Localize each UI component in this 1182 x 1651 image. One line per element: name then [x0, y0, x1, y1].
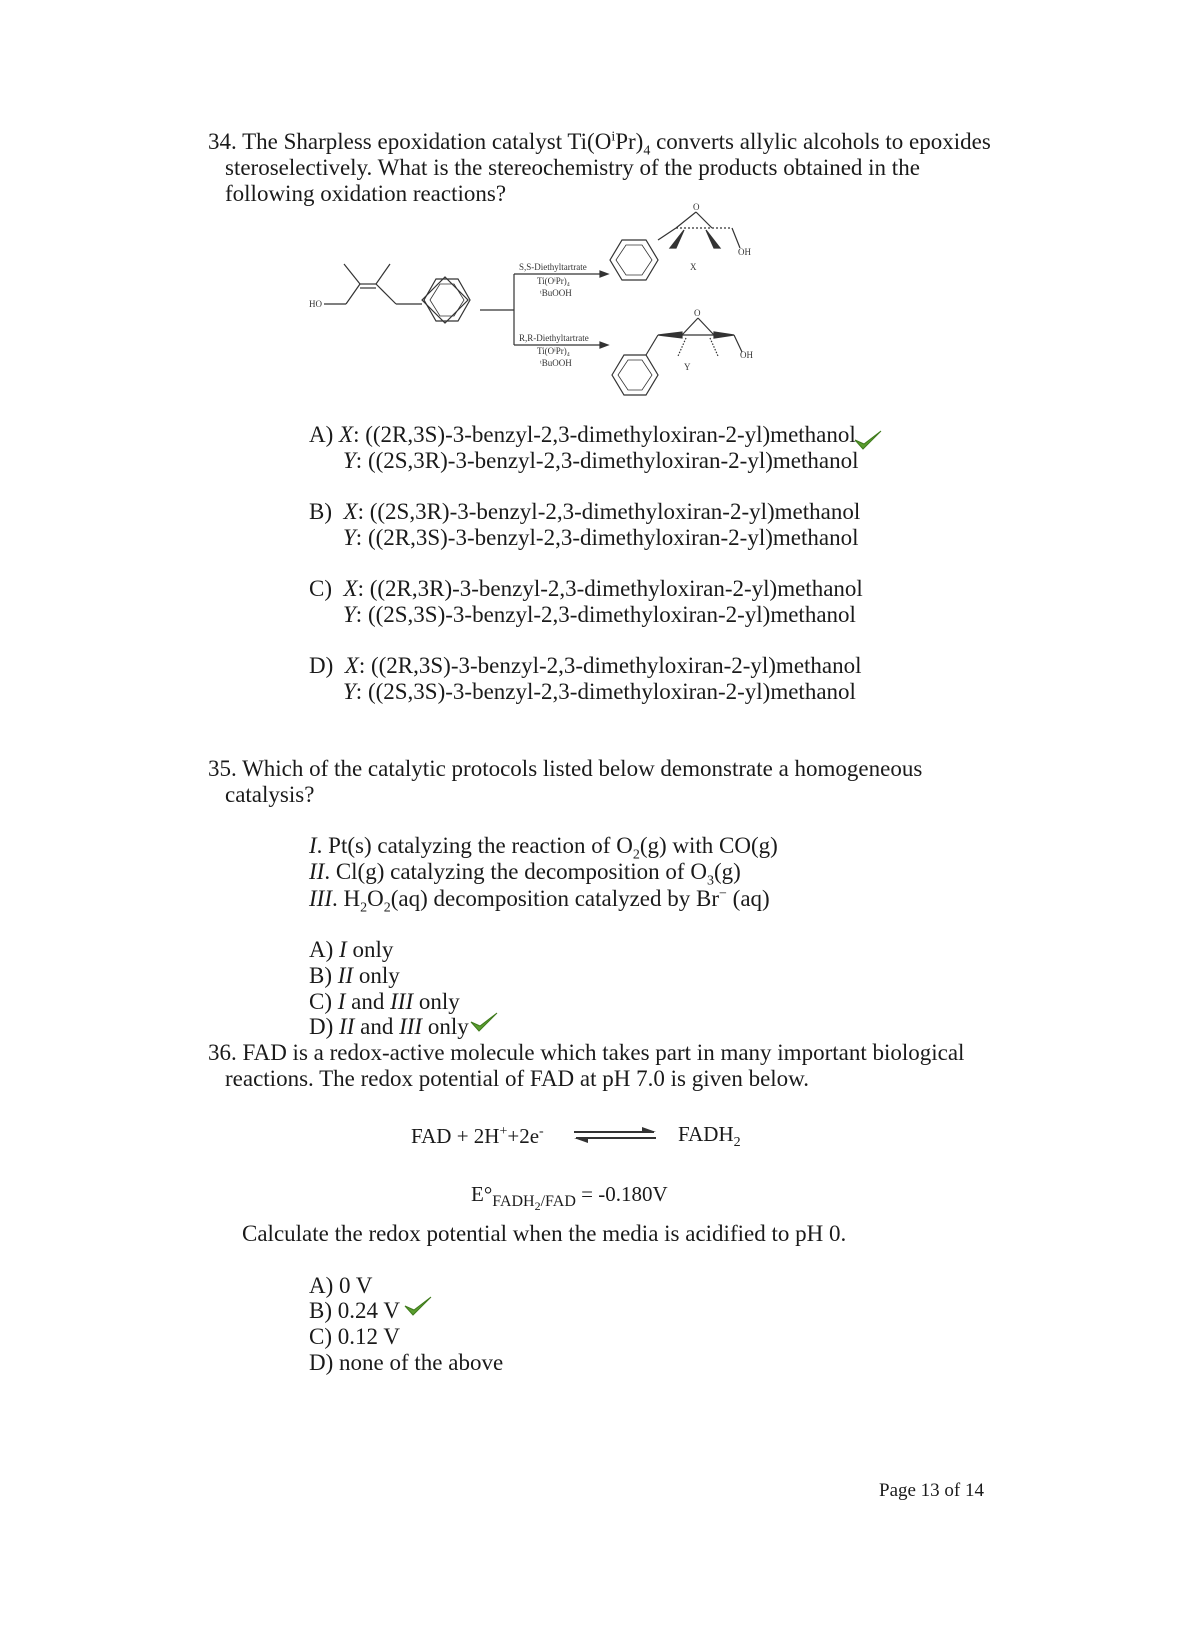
statement-sub: 2 — [632, 847, 640, 863]
q36-option-a[interactable]: A) 0 V — [309, 1273, 373, 1298]
q34-option-d[interactable]: D) X: ((2R,3S)-3-benzyl-2,3-dimethyloxiran-2-yl)methanol — [309, 653, 862, 678]
eq-text: +2e — [507, 1124, 540, 1148]
q35-option-a[interactable] — [309, 936, 393, 963]
pot-sub: FADH — [492, 1193, 535, 1211]
option-letter: D) — [309, 1014, 340, 1039]
option-numeral: III — [390, 989, 414, 1014]
pot-e: E° — [471, 1182, 493, 1206]
option-text: and — [354, 1014, 400, 1039]
option-letter: C) — [309, 576, 332, 601]
option-x-text: ((2R,3S)-3-benzyl-2,3-dimethyloxiran-2-yl)methanol — [365, 422, 856, 447]
option-y-text: ((2S,3S)-3-benzyl-2,3-dimethyloxiran-2-yl)methanol — [367, 679, 856, 704]
statement-text: (g) — [713, 859, 741, 884]
q36-option-d[interactable]: D) none of the above — [309, 1350, 504, 1375]
q35-statement-1 — [309, 832, 778, 863]
option-numeral: II — [337, 963, 354, 988]
q34-sup: i — [611, 129, 616, 145]
q34-option-a-y: Y: ((2S,3R)-3-benzyl-2,3-dimethyloxiran-2-yl)methanol — [343, 448, 859, 473]
q34-option-c[interactable]: C) X: ((2R,3R)-3-benzyl-2,3-dimethyloxiran-2-yl)methanol — [309, 576, 863, 601]
statement-text: . Pt(s) catalyzing the reaction of O — [316, 833, 633, 858]
statement-text: . Cl(g) catalyzing the decomposition of O — [324, 859, 707, 884]
option-x-text: ((2S,3R)-3-benzyl-2,3-dimethyloxiran-2-yl)methanol — [369, 499, 861, 524]
y-label: Y — [343, 448, 356, 473]
scheme-o-top: O — [693, 202, 700, 212]
q35-option-b[interactable] — [309, 962, 400, 989]
y-label: Y — [343, 602, 356, 627]
page-number: Page 13 of 14 — [879, 1480, 985, 1501]
x-label: X — [344, 653, 359, 678]
x-label: X — [339, 422, 354, 447]
sharpless-scheme — [300, 200, 770, 405]
checkmark-icon — [403, 1294, 433, 1318]
q36-option-b[interactable]: B) 0.24 V — [309, 1298, 400, 1323]
option-letter: C) — [309, 989, 338, 1014]
option-numeral: III — [399, 1014, 423, 1039]
x-label: X — [343, 499, 358, 524]
scheme-bot-reagent3: ᵗBuOOH — [540, 358, 572, 368]
option-x-text: ((2R,3R)-3-benzyl-2,3-dimethyloxiran-2-yl)methanol — [369, 576, 863, 601]
option-x-text: ((2R,3S)-3-benzyl-2,3-dimethyloxiran-2-yl)methanol — [370, 653, 862, 678]
q34-line3: following oxidation reactions? — [225, 181, 507, 206]
option-letter: D) — [309, 653, 334, 678]
option-text: only — [413, 989, 460, 1014]
x-label: X — [343, 576, 358, 601]
statement-sub: 2 — [383, 900, 391, 916]
q34-text-a: 34. The Sharpless epoxidation catalyst Ti(O — [208, 129, 612, 154]
q34-line1 — [208, 128, 991, 159]
option-letter: B) — [309, 499, 332, 524]
pot-value: = -0.180V — [575, 1182, 668, 1206]
scheme-oh-bot: OH — [740, 350, 753, 360]
eq-text: FAD + 2H — [411, 1124, 500, 1148]
pot-sub-2: 2 — [534, 1199, 541, 1214]
q35-statement-2 — [309, 858, 741, 889]
q34-text-c: converts allylic alcohols to epoxides — [650, 129, 991, 154]
scheme-bot-reagent2: Ti(OⁱPr)₄ — [537, 346, 570, 356]
q35-statement-3 — [309, 885, 770, 916]
statement-num: III — [309, 886, 332, 911]
option-letter: B) — [309, 963, 338, 988]
statement-text: . H — [331, 886, 361, 911]
q35-line2: catalysis? — [225, 782, 315, 807]
statement-num: I — [309, 833, 317, 858]
pot-sub: /FAD — [540, 1193, 576, 1211]
option-numeral: I — [337, 989, 346, 1014]
y-label: Y — [343, 525, 356, 550]
scheme-top-reagent1: S,S-Diethyltartrate — [519, 262, 587, 272]
q34-sub: 4 — [643, 143, 651, 159]
scheme-top-reagent2: Ti(OⁱPr)₄ — [537, 276, 570, 286]
q35-line1: 35. Which of the catalytic protocols listed below demonstrate a homogeneous — [208, 756, 923, 781]
q34-line2: steroselectively. What is the stereochemistry of the products obtained in the — [225, 155, 920, 180]
q34-option-b-y: Y: ((2R,3S)-3-benzyl-2,3-dimethyloxiran-2-yl)methanol — [343, 525, 859, 550]
statement-num: II — [309, 859, 325, 884]
option-numeral: I — [339, 937, 347, 962]
equilibrium-arrow-icon — [572, 1126, 658, 1144]
q34-option-b[interactable]: B) X: ((2S,3R)-3-benzyl-2,3-dimethyloxiran-2-yl)methanol — [309, 499, 861, 524]
eq-text: FADH — [678, 1122, 734, 1146]
statement-sub: 3 — [706, 873, 714, 889]
q35-option-c[interactable] — [309, 988, 460, 1015]
checkmark-icon — [853, 428, 883, 452]
statement-sub: 2 — [360, 900, 368, 916]
scheme-label-x: X — [690, 262, 697, 272]
statement-text: (g) with CO(g) — [639, 833, 778, 858]
statement-text: O — [367, 886, 384, 911]
option-y-text: ((2S,3R)-3-benzyl-2,3-dimethyloxiran-2-yl)methanol — [367, 448, 859, 473]
option-y-text: ((2S,3S)-3-benzyl-2,3-dimethyloxiran-2-yl)methanol — [367, 602, 856, 627]
option-letter: A) — [309, 937, 340, 962]
q36-line2: reactions. The redox potential of FAD at pH 7.0 is given below. — [225, 1066, 810, 1091]
q34-option-a[interactable]: A) X: ((2R,3S)-3-benzyl-2,3-dimethyloxiran-2-yl)methanol — [309, 422, 856, 447]
y-label: Y — [343, 679, 356, 704]
scheme-o-bot: O — [694, 308, 701, 318]
option-text: only — [353, 963, 400, 988]
option-text: only — [346, 937, 394, 962]
statement-sup: − — [719, 886, 727, 902]
scheme-ho: HO — [309, 299, 322, 309]
eq-sup: + — [499, 1124, 508, 1139]
scheme-label-y: Y — [684, 362, 691, 372]
fad-equation-left — [411, 1123, 544, 1150]
scheme-oh-top: OH — [738, 247, 751, 257]
eq-sub: 2 — [733, 1135, 741, 1151]
scheme-top-reagent3: ᵗBuOOH — [540, 288, 572, 298]
option-text: only — [422, 1014, 469, 1039]
fad-potential — [471, 1181, 668, 1214]
q34-text-b: Pr) — [615, 129, 644, 154]
statement-text: (aq) decomposition catalyzed by Br — [390, 886, 720, 911]
statement-text: (aq) — [726, 886, 770, 911]
q36-line1: 36. FAD is a redox-active molecule which takes part in many important biological — [208, 1040, 965, 1065]
q34-option-c-y: Y: ((2S,3S)-3-benzyl-2,3-dimethyloxiran-2-yl)methanol — [343, 602, 856, 627]
q36-option-c[interactable]: C) 0.12 V — [309, 1324, 400, 1349]
option-text: and — [345, 989, 391, 1014]
q34-option-d-y: Y: ((2S,3S)-3-benzyl-2,3-dimethyloxiran-2-yl)methanol — [343, 679, 856, 704]
q35-option-d[interactable] — [309, 1013, 469, 1040]
eq-sup: - — [539, 1124, 544, 1139]
q36-prompt: Calculate the redox potential when the media is acidified to pH 0. — [242, 1221, 847, 1246]
fad-equation-right — [678, 1121, 741, 1151]
option-y-text: ((2R,3S)-3-benzyl-2,3-dimethyloxiran-2-yl)methanol — [367, 525, 859, 550]
scheme-bot-reagent1: R,R-Diethyltartrate — [519, 333, 589, 343]
option-numeral: II — [339, 1014, 355, 1039]
option-letter: A) — [309, 422, 334, 447]
checkmark-icon — [469, 1010, 499, 1034]
